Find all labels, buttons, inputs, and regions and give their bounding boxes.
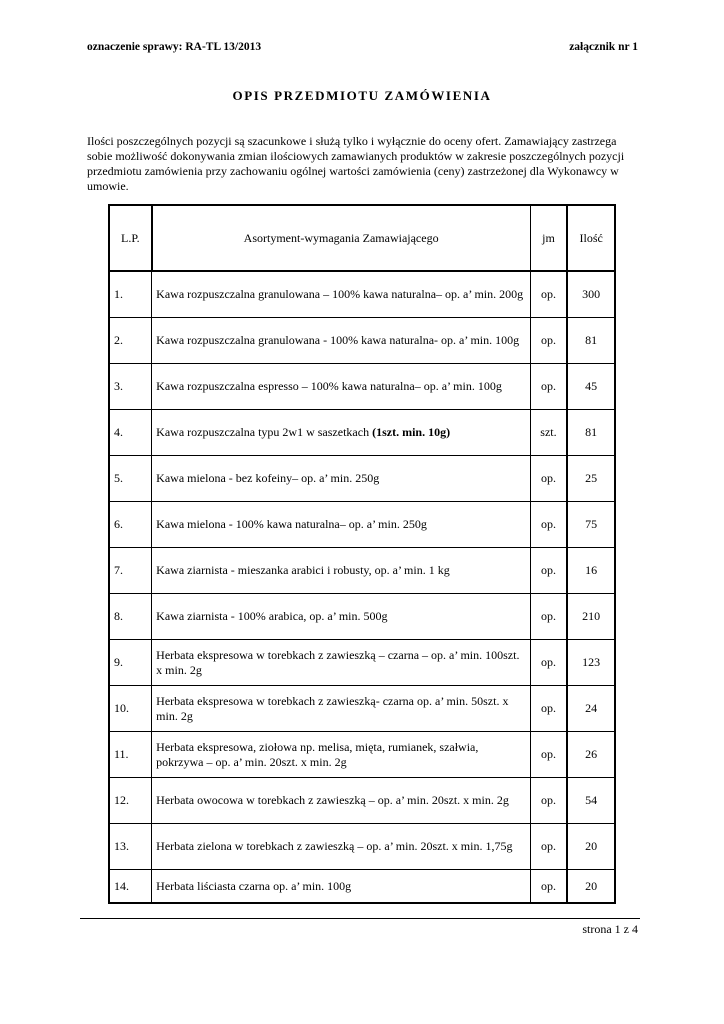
table-row — [109, 364, 615, 410]
cell-quantity: 25 — [567, 456, 615, 502]
cell-quantity: 16 — [567, 548, 615, 594]
cell-quantity: 24 — [567, 686, 615, 732]
cell-unit: op. — [530, 364, 567, 410]
table-row — [109, 271, 615, 318]
cell-description: Herbata owocowa w torebkach z zawieszką – op. a’ min. 20szt. x min. 2g — [152, 778, 530, 824]
cell-unit: op. — [530, 548, 567, 594]
table-row — [109, 686, 615, 732]
cell-quantity: 54 — [567, 778, 615, 824]
cell-lp: 14. — [109, 870, 152, 904]
cell-lp: 5. — [109, 456, 152, 502]
cell-quantity: 20 — [567, 824, 615, 870]
cell-unit: szt. — [530, 410, 567, 456]
cell-unit: op. — [530, 778, 567, 824]
table-header-row — [109, 205, 615, 271]
cell-unit: op. — [530, 686, 567, 732]
table-row — [109, 502, 615, 548]
cell-lp: 10. — [109, 686, 152, 732]
cell-quantity: 75 — [567, 502, 615, 548]
cell-unit: op. — [530, 318, 567, 364]
cell-description: Herbata ekspresowa, ziołowa np. melisa, mięta, rumianek, szałwia, pokrzywa – op. a’ min. 20szt. x min. 2g — [152, 732, 530, 778]
table-row — [109, 318, 615, 364]
cell-description: Kawa mielona - bez kofeiny– op. a’ min. 250g — [152, 456, 530, 502]
column-header-lp: L.P. — [109, 205, 152, 271]
cell-description: Herbata liściasta czarna op. a’ min. 100g — [152, 870, 530, 904]
cell-description: Kawa rozpuszczalna granulowana – 100% kawa naturalna– op. a’ min. 200g — [152, 271, 530, 318]
cell-lp: 11. — [109, 732, 152, 778]
cell-unit: op. — [530, 732, 567, 778]
cell-description: Kawa rozpuszczalna typu 2w1 w saszetkach (1szt. min. 10g) — [152, 410, 530, 456]
cell-lp: 4. — [109, 410, 152, 456]
cell-lp: 12. — [109, 778, 152, 824]
cell-description: Herbata ekspresowa w torebkach z zawieszką- czarna op. a’ min. 50szt. x min. 2g — [152, 686, 530, 732]
column-header-quantity: Ilość — [567, 205, 615, 271]
cell-description: Kawa mielona - 100% kawa naturalna– op. a’ min. 250g — [152, 502, 530, 548]
cell-unit: op. — [530, 824, 567, 870]
cell-quantity: 81 — [567, 318, 615, 364]
cell-lp: 2. — [109, 318, 152, 364]
cell-quantity: 45 — [567, 364, 615, 410]
items-table — [108, 204, 616, 904]
column-header-unit: jm — [530, 205, 567, 271]
cell-unit: op. — [530, 271, 567, 318]
table-row — [109, 640, 615, 686]
cell-description: Kawa ziarnista - 100% arabica, op. a’ min. 500g — [152, 594, 530, 640]
cell-description: Herbata zielona w torebkach z zawieszką – op. a’ min. 20szt. x min. 1,75g — [152, 824, 530, 870]
footer-divider — [80, 918, 640, 919]
table-row — [109, 870, 615, 904]
column-header-description: Asortyment-wymagania Zamawiającego — [152, 205, 530, 271]
cell-lp: 6. — [109, 502, 152, 548]
cell-lp: 8. — [109, 594, 152, 640]
cell-lp: 9. — [109, 640, 152, 686]
cell-unit: op. — [530, 502, 567, 548]
cell-description: Kawa rozpuszczalna granulowana - 100% kawa naturalna- op. a’ min. 100g — [152, 318, 530, 364]
cell-quantity: 123 — [567, 640, 615, 686]
intro-paragraph: Ilości poszczególnych pozycji są szacunkowe i służą tylko i wyłącznie do oceny ofert. Zamawiający zastrzega sobie możliwość dokonywania zmian ilościowych zamawianych produktów w zakresie poszczególnych pozycji przedmiotu zamówienia przy zachowaniu ogólnej wartości zamówienia (ceny) zastrzeżonej dla Wykonawcy w umowie. — [87, 134, 625, 193]
table-row — [109, 824, 615, 870]
cell-quantity: 300 — [567, 271, 615, 318]
cell-quantity: 26 — [567, 732, 615, 778]
cell-lp: 3. — [109, 364, 152, 410]
table-row — [109, 410, 615, 456]
table-row — [109, 594, 615, 640]
cell-description: Herbata ekspresowa w torebkach z zawieszką – czarna – op. a’ min. 100szt. x min. 2g — [152, 640, 530, 686]
table-row — [109, 548, 615, 594]
cell-lp: 1. — [109, 271, 152, 318]
cell-quantity: 20 — [567, 870, 615, 904]
cell-description: Kawa rozpuszczalna espresso – 100% kawa naturalna– op. a’ min. 100g — [152, 364, 530, 410]
description-emphasis: (1szt. min. 10g) — [372, 425, 451, 439]
page-number: strona 1 z 4 — [582, 922, 638, 936]
cell-unit: op. — [530, 594, 567, 640]
cell-lp: 7. — [109, 548, 152, 594]
case-reference: oznaczenie sprawy: RA-TL 13/2013 — [87, 41, 262, 53]
cell-quantity: 210 — [567, 594, 615, 640]
cell-unit: op. — [530, 870, 567, 904]
table-row — [109, 732, 615, 778]
cell-lp: 13. — [109, 824, 152, 870]
cell-unit: op. — [530, 456, 567, 502]
table-row — [109, 456, 615, 502]
cell-unit: op. — [530, 640, 567, 686]
attachment-label: załącznik nr 1 — [569, 41, 638, 53]
cell-quantity: 81 — [567, 410, 615, 456]
cell-description: Kawa ziarnista - mieszanka arabici i robusty, op. a’ min. 1 kg — [152, 548, 530, 594]
table-row — [109, 778, 615, 824]
page-title: OPIS PRZEDMIOTU ZAMÓWIENIA — [232, 88, 492, 103]
